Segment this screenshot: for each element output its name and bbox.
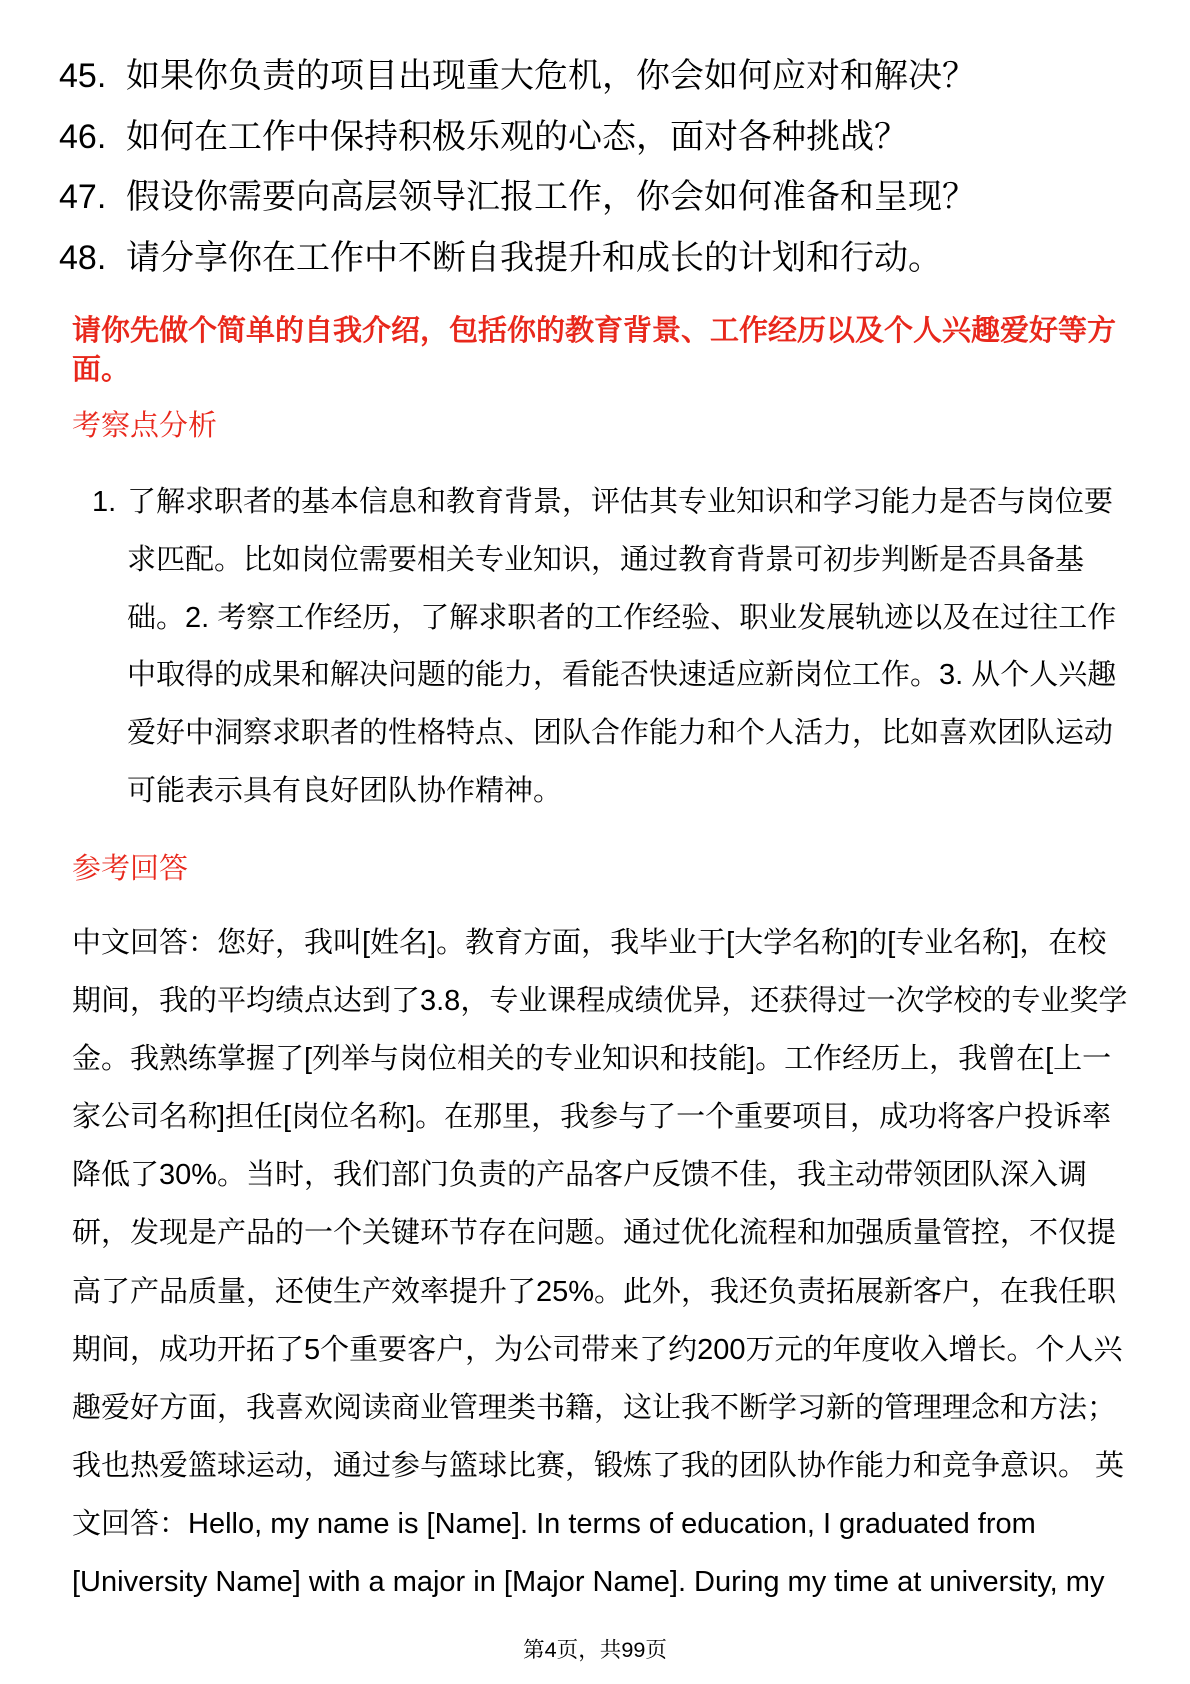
page-number-footer: 第4页，共99页 xyxy=(523,1637,667,1662)
interview-question-title xyxy=(72,312,1116,390)
analysis-line: 础。2. 考察工作经历，了解求职者的工作经验、职业发展轨迹以及在过往工作 xyxy=(127,601,1117,634)
answer-line: 中文回答：您好，我叫[姓名]。教育方面，我毕业于[大学名称]的[专业名称]，在校 xyxy=(72,927,1107,959)
analysis-line: 爱好中洞察求职者的性格特点、团队合作能力和个人活力，比如喜欢团队运动 xyxy=(127,717,1114,750)
answer-line: 金。我熟练掌握了[列举与岗位相关的专业知识和技能]。工作经历上，我曾在[上一 xyxy=(72,1043,1112,1076)
question-list xyxy=(59,46,976,288)
question-text: 假设你需要向高层领导汇报工作，你会如何准备和呈现？ xyxy=(126,178,976,217)
question-number: 48. xyxy=(59,238,107,277)
analysis-line: 可能表示具有良好团队协作精神。 xyxy=(127,774,563,807)
answer-line: [University Name] with a major in [Major Name]. During my time at university, my xyxy=(72,1566,1105,1599)
question-item xyxy=(59,167,976,228)
answer-line: 家公司名称]担任[岗位名称]。在那里，我参与了一个重要项目，成功将客户投诉率 xyxy=(72,1101,1112,1134)
question-number: 45. xyxy=(59,57,107,95)
answer-line: 期间，成功开拓了5个重要客户，为公司带来了约200万元的年度收入增长。个人兴 xyxy=(72,1333,1123,1366)
analysis-list-item xyxy=(92,474,1116,821)
analysis-line: 中取得的成果和解决问题的能力，看能否快速适应新岗位工作。3. 从个人兴趣 xyxy=(127,659,1117,692)
title-line: 请你先做个简单的自我介绍，包括你的教育背景、工作经历以及个人兴趣爱好等方 xyxy=(72,315,1117,347)
question-item xyxy=(59,46,976,107)
answer-line: 我也热爱篮球运动，通过参与篮球比赛，锻炼了我的团队协作能力和竞争意识。 英 xyxy=(72,1449,1125,1482)
reference-answer-heading: 参考回答 xyxy=(72,853,189,885)
answer-line: 趣爱好方面，我喜欢阅读商业管理类书籍，这让我不断学习新的管理理念和方法； xyxy=(72,1391,1117,1424)
question-number: 46. xyxy=(59,117,107,156)
question-item xyxy=(59,107,976,168)
question-text: 如果你负责的项目出现重大危机，你会如何应对和解决？ xyxy=(126,57,976,95)
answer-line: 期间，我的平均绩点达到了3.8，专业课程成绩优异，还获得过一次学校的专业奖学 xyxy=(72,985,1128,1018)
answer-line: 降低了30%。当时，我们部门负责的产品客户反馈不佳，我主动带领团队深入调 xyxy=(72,1159,1088,1192)
analysis-heading: 考察点分析 xyxy=(72,410,218,442)
analysis-list xyxy=(92,474,1116,821)
answer-line: 文回答：Hello, my name is [Name]. In terms of education, I graduated from xyxy=(72,1507,1036,1540)
answer-line: 高了产品质量，还使生产效率提升了25%。此外，我还负责拓展新客户，在我任职 xyxy=(72,1275,1117,1308)
title-line: 面。 xyxy=(72,354,131,386)
analysis-line: 求匹配。比如岗位需要相关专业知识，通过教育背景可初步判断是否具备基 xyxy=(127,543,1085,576)
question-number: 47. xyxy=(59,178,107,217)
answer-line: 研，发现是产品的一个关键环节存在问题。通过优化流程和加强质量管控，不仅提 xyxy=(72,1217,1117,1250)
reference-answer-paragraph xyxy=(72,914,1127,1611)
list-marker: 1. xyxy=(92,486,117,518)
question-item xyxy=(59,228,976,289)
question-text: 如何在工作中保持积极乐观的心态，面对各种挑战？ xyxy=(126,117,908,156)
analysis-line: 了解求职者的基本信息和教育背景，评估其专业知识和学习能力是否与岗位要 xyxy=(127,486,1114,518)
question-text: 请分享你在工作中不断自我提升和成长的计划和行动。 xyxy=(126,238,942,277)
